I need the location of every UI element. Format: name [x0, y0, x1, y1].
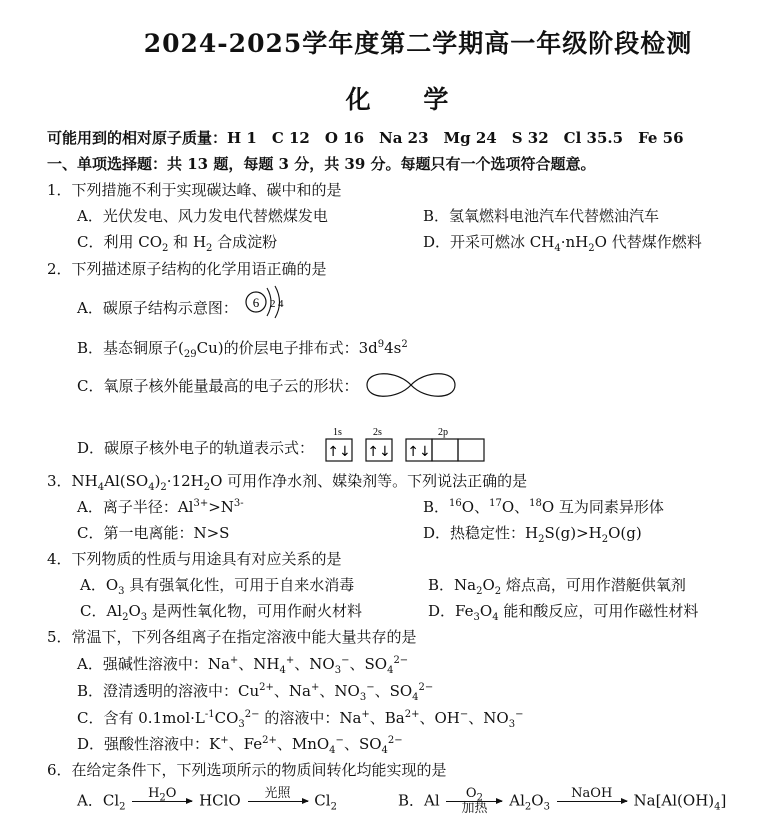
svg-text:4: 4	[277, 298, 284, 310]
q1-option-b: B．氢氧燃料电池汽车代替燃油汽车	[423, 207, 660, 225]
q4-option-d: D．$Fe_3O_4$ 能和酸反应，可用作磁性材料	[428, 602, 699, 623]
svg-text:2: 2	[269, 298, 276, 310]
q5-option-c: C．含有 $0.1mol\cdot L^{-1}CO_3^{2-}$ 的溶液中：Na+、$Ba^{2+}$、OH−、$NO_3^-$	[77, 709, 524, 730]
q1-option-a: A．光伏发电、风力发电代替燃煤发电	[77, 207, 328, 225]
question-6-stem: 6．在给定条件下，下列选项所示的物质间转化均能实现的是	[47, 761, 447, 779]
reaction-arrow-icon: $H_2O$	[132, 787, 192, 816]
svg-text:↑↓: ↑↓	[367, 444, 391, 460]
q2-option-d: D．碳原子核外电子的轨道表示式： 1s 2s 2p ↑↓ ↑↓ ↑↓	[77, 429, 493, 469]
reaction-arrow-icon: $O_2$ 加热	[446, 787, 502, 816]
subject-title: 化 学	[345, 85, 471, 114]
svg-text:6: 6	[252, 295, 259, 310]
q2-option-c: C．氧原子核外能量最高的电子云的形状：	[77, 375, 459, 398]
svg-text:2p: 2p	[437, 427, 448, 438]
question-2-stem: 2．下列描述原子结构的化学用语正确的是	[47, 260, 327, 278]
svg-text:↑↓: ↑↓	[407, 444, 431, 460]
atom-structure-diagram-icon	[243, 282, 289, 322]
q5-option-a: A．强碱性溶液中：Na+、$NH_4^+$、$NO_3^-$、$SO_4^{2-}$	[77, 655, 409, 676]
q5-option-d: D．强酸性溶液中：K+、$Fe^{2+}$、MnO$_4$−、$SO_4^{2-}$	[77, 735, 403, 756]
q4-option-c: C．$Al_2O_3$ 是两性氧化物，可用作耐火材料	[80, 602, 362, 623]
atomic-masses: 可能用到的相对原子质量：H 1 C 12 O 16 Na 23 Mg 24 S 32 Cl 35.5 Fe 56	[47, 129, 684, 147]
section-heading: 一、单项选择题：共 13 题，每题 3 分，共 39 分。每题只有一个选项符合题意。	[47, 155, 596, 173]
question-5-stem: 5．常温下，下列各组离子在指定溶液中能大量共存的是	[47, 628, 417, 646]
reaction-arrow-icon: 光照	[248, 787, 308, 816]
q6-option-a: A．$Cl_2$ $H_2O$ HClO 光照 $Cl_2$	[77, 787, 337, 816]
page-title: 2024-2025学年度第二学期高一年级阶段检测	[143, 29, 693, 58]
q1-option-c: C．利用 $CO_2$ 和 $H_2$ 合成淀粉	[77, 233, 278, 254]
reaction-arrow-icon: NaOH	[557, 787, 627, 816]
svg-text:2s: 2s	[372, 427, 382, 438]
q4-option-b: B．$Na_2O_2$ 熔点高，可用作潜艇供氧剂	[428, 576, 686, 597]
svg-text:↑↓: ↑↓	[327, 444, 351, 460]
q3-option-c: C．第一电离能：N>S	[77, 524, 230, 542]
q1-option-d: D．开采可燃冰 $CH_4\cdot nH_2O$ 代替煤作燃料	[423, 233, 702, 254]
question-3-stem: 3．$NH_4Al(SO_4)_2\cdot 12H_2O$ 可用作净水剂、媒染剂等。下列说法正确的是	[47, 472, 528, 493]
q5-option-b: B．澄清透明的溶液中：$Cu^{2+}$、Na+、$NO_3^-$、$SO_4^{2-}$	[77, 682, 434, 703]
q3-option-a: A．离子半径：$Al^{3+}>N^{3-}$	[77, 498, 244, 516]
svg-text:1s: 1s	[332, 427, 342, 438]
q4-option-a: A．$O_3$ 具有强氧化性，可用于自来水消毒	[80, 576, 355, 597]
q6-option-b: B．Al $O_2$ 加热 $Al_2O_3$ NaOH $Na[Al(OH)_4]$	[398, 786, 727, 816]
q3-option-d: D．热稳定性：$H_2S(g)>H_2O(g)$	[423, 524, 642, 545]
q2-option-a: A．碳原子结构示意图： 6 2 4	[77, 296, 289, 322]
orbital-diagram-icon	[323, 425, 493, 465]
p-orbital-dumbbell-icon	[363, 372, 459, 398]
question-1-stem: 1．下列措施不利于实现碳达峰、碳中和的是	[47, 181, 342, 199]
q3-option-b: B．$^{16}$O、$^{17}$O、$^{18}$O 互为同素异形体	[423, 498, 664, 516]
question-4-stem: 4．下列物质的性质与用途具有对应关系的是	[47, 550, 342, 568]
q2-option-b: B．基态铜原子$(_{29}Cu)$的价层电子排布式：$3d^94s^2$	[77, 339, 408, 360]
